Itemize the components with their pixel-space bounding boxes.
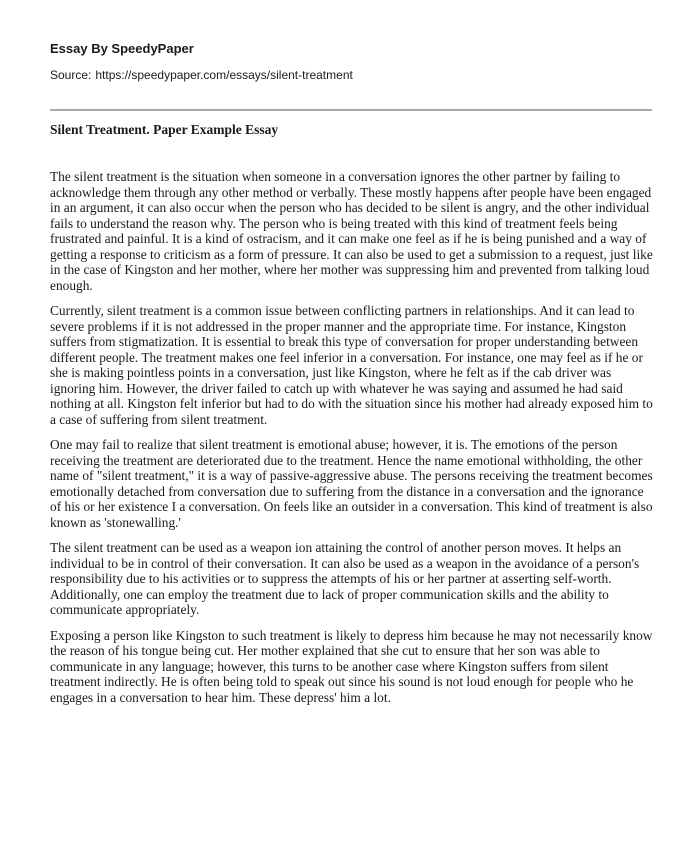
essay-body — [50, 169, 657, 715]
brand-title: Essay By SpeedyPaper — [50, 41, 194, 56]
source-label: Source: — [50, 68, 92, 82]
essay-paragraph: Currently, silent treatment is a common issue between conflicting partners in relationships. And it can lead to severe problems if it is not addressed in the proper manner and the appropriate time. For instance, Kingston suffers from stigmatization. It is essential to break this type of conversation for proper understanding between different people. The treatment makes one feel inferior in a conversation. For instance, one may feel as if he or she is making pointless points in a conversation, just like Kingston, where he felt as if the cab driver was ignoring him. However, the driver failed to catch up with whatever he was saying and assumed he had said nothing at all. Kingston felt inferior but had to do with the situation since his mother had already exposed him to a case of suffering from silent treatment. — [50, 303, 653, 427]
document-header — [50, 40, 650, 83]
essay-paragraph: Exposing a person like Kingston to such treatment is likely to depress him because he may not necessarily know the reason of his tongue being cut. Her mother explained that she cut to ensure that her son was able to communicate in any language; however, this turns to be another case where Kingston suffers from silent treatment indirectly. He is often being told to speak out since his sound is not loud enough for people who he engages in a conversation to hear him. These depress' him a lot. — [50, 627, 653, 705]
source-link[interactable]: https://speedypaper.com/essays/silent-treatment — [95, 68, 353, 82]
essay-title: Silent Treatment. Paper Example Essay — [50, 122, 279, 137]
essay-paragraph: The silent treatment can be used as a weapon ion attaining the control of another person moves. It helps an individual to be in control of their conversation. It can also be used as a weapon in the avoidance of a person's responsibility due to his activities or to suppress the attempts of his or her partner at asserting self-worth. Additionally, one can employ the treatment due to lack of proper communication skills and the ability to communicate appropriately. — [50, 540, 640, 617]
essay-paragraph: One may fail to realize that silent treatment is emotional abuse; however, it is. The emotions of the person receiving the treatment are deteriorated due to the treatment. Hence the name emotional withholding, the other name of "silent treatment," it is a way of passive-aggressive abuse. The persons receiving the treatment becomes emotionally detached from conversation due to suffering from the distance in a conversation and the ignorance of his or her existence I a conversation. On feels like an outsider in a conversation. This kind of treatment is also known as 'stonewalling.' — [50, 437, 653, 530]
essay-paragraph: The silent treatment is the situation when someone in a conversation ignores the other partner by failing to acknowledge them through any other method or verbally. These mostly happens after people have been engaged in an argument, it can also occur when the person who has decided to be silent is angry, and the other individual fails to understand the reason why. The person who is being treated with this kind of treatment feels being frustrated and painful. It is a kind of ostracism, and it can make one feel as if he is being punished and a way of getting a response to criticism as a form of pressure. It can also be used to get a submission to a request, just like in the case of Kingston and her mother, where her mother was suppressing him and prevented from talking loud enough. — [50, 169, 653, 293]
header-divider — [50, 109, 652, 111]
source-line — [50, 67, 650, 83]
